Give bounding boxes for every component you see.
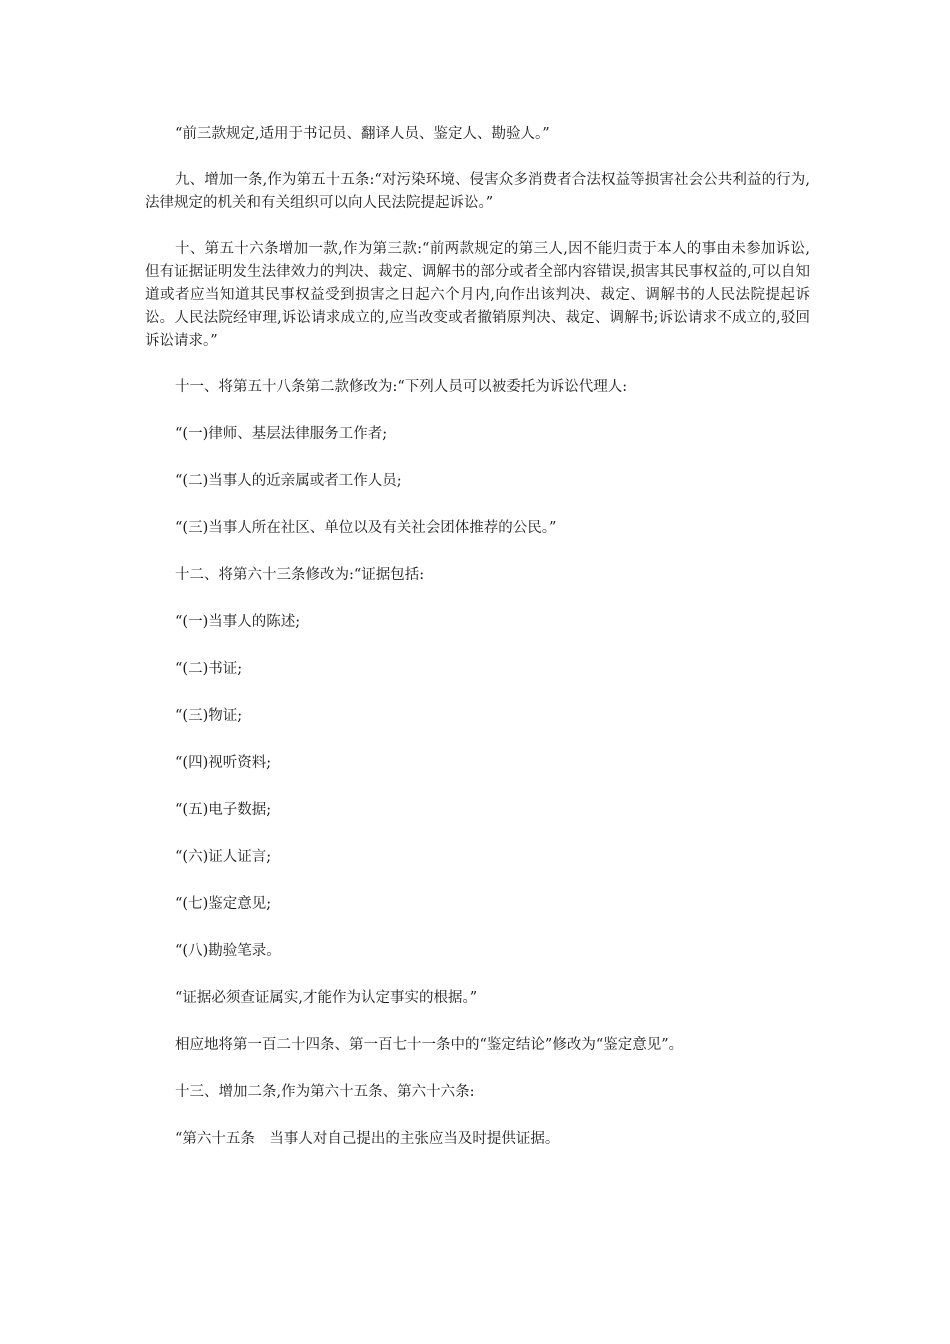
paragraph: “(二)书证; (175, 661, 243, 677)
paragraph: “(三)物证; (175, 708, 243, 724)
document-body (145, 123, 810, 1151)
paragraph: “第六十五条 当事人对自己提出的主张应当及时提供证据。 (175, 1131, 560, 1147)
paragraph: “(一)律师、基层法律服务工作者; (175, 426, 388, 442)
paragraph: “(六)证人证言; (175, 849, 272, 865)
paragraph: 相应地将第一百二十四条、第一百七十一条中的“鉴定结论”修改为“鉴定意见”。 (175, 1037, 684, 1053)
paragraph: 十三、增加二条,作为第六十五条、第六十六条: (175, 1084, 475, 1100)
paragraph: “(八)勘验笔录。 (175, 943, 281, 959)
paragraph: “(一)当事人的陈述; (175, 614, 301, 630)
paragraph: “前三款规定,适用于书记员、翻译人员、鉴定人、勘验人。” (175, 126, 550, 142)
paragraph: “证据必须查证属实,才能作为认定事实的根据。” (175, 990, 478, 1006)
paragraph: 九、增加一条,作为第五十五条:“对污染环境、侵害众多消费者合法权益等损害社会公共利益的行为,法律规定的机关和有关组织可以向人民法院提起诉讼。” (145, 172, 810, 211)
paragraph: 十、第五十六条增加一款,作为第三款:“前两款规定的第三人,因不能归责于本人的事由未参加诉讼,但有证据证明发生法律效力的判决、裁定、调解书的部分或者全部内容错误,损害其民事权益的,可以自知道或者应当知道其民事权益受到损害之日起六个月内,向作出该判决、裁定、调解书的人民法院提起诉讼。人民法院经审理,诉讼请求成立的,应当改变或者撤销原判决、裁定、调解书;诉讼请求不成立的,驳回诉讼请求。” (145, 241, 810, 349)
paragraph: “(三)当事人所在社区、单位以及有关社会团体推荐的公民。” (175, 520, 557, 536)
paragraph: “(四)视听资料; (175, 755, 272, 771)
paragraph: “(五)电子数据; (175, 802, 272, 818)
paragraph: 十一、将第五十八条第二款修改为:“下列人员可以被委托为诉讼代理人: (175, 379, 628, 395)
paragraph: 十二、将第六十三条修改为:“证据包括: (175, 567, 425, 583)
paragraph: “(二)当事人的近亲属或者工作人员; (175, 473, 402, 489)
paragraph: “(七)鉴定意见; (175, 896, 272, 912)
